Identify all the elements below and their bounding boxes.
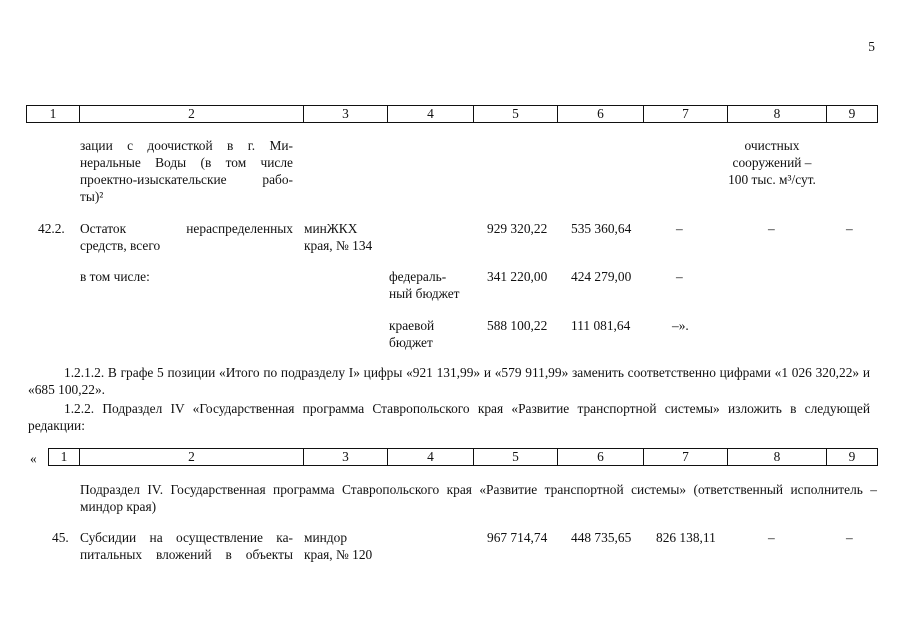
cont-col8-line: очистных [744,138,800,153]
cont-name-line: ты)² [80,189,104,204]
row-executor-line: миндор [304,530,348,545]
subrow-source-line: ный бюджет [389,286,460,301]
paragraph-1-2-1-2: 1.2.1.2. В графе 5 позиции «Итого по подразделу I» цифры «921 131,99» и «579 911,99» заменить соответственно цифрами «1 026 320,22» и «685 100,22». [28,365,870,397]
table1-col-2-header: 2 [80,106,304,123]
row-executor-line: края, № 120 [304,547,373,562]
row-value-col9: – [846,221,853,236]
table1-header [26,105,878,123]
row-value-col6: 448 735,65 [571,530,632,545]
subrow-value-col7: –». [672,318,689,333]
row-number: 45. [52,530,69,545]
table2-col-4-header: 4 [388,449,474,466]
row-value-col6: 535 360,64 [571,221,632,236]
subrow-source-line: бюджет [389,335,433,350]
row-value-col5: 929 320,22 [487,221,548,236]
subrow-value-col5: 588 100,22 [487,318,548,333]
cont-name-line: зации с доочисткой в г. Ми- [80,138,293,153]
table1-col-7-header: 7 [644,106,728,123]
table2-col-2-header: 2 [80,449,304,466]
table2-section-title: Подраздел IV. Государственная программа Ставропольского края «Развитие транспортной системы» (ответственный исполнитель – миндор края) [80,482,877,514]
page-number: 5 [868,39,875,54]
table1-col-8-header: 8 [728,106,827,123]
table2-col-5-header: 5 [474,449,558,466]
cont-col8-line: сооружений – [732,155,812,170]
subrow-value-col5: 341 220,00 [487,269,548,284]
subrow-label: в том числе: [80,269,150,284]
row-value-col7: – [676,221,683,236]
row-value-col9: – [846,530,853,545]
table1-col-3-header: 3 [304,106,388,123]
row-name-line: средств, всего [80,238,161,253]
row-number: 42.2. [38,221,65,236]
table1-col-6-header: 6 [558,106,644,123]
table1-col-4-header: 4 [388,106,474,123]
row-value-col7: 826 138,11 [656,530,716,545]
table2-col-6-header: 6 [558,449,644,466]
table2-col-7-header: 7 [644,449,728,466]
opening-quote: « [30,451,37,466]
subrow-source-line: федераль- [389,269,447,284]
table1-col-5-header: 5 [474,106,558,123]
subrow-value-col6: 424 279,00 [571,269,632,284]
subrow-value-col6: 111 081,64 [571,318,631,333]
row-name-line: Остаток нераспределенных [80,221,293,236]
table1-col-9-header: 9 [827,106,878,123]
row-name-line: Субсидии на осуществление ка- [80,530,293,545]
cont-name-line: проектно-изыскательские рабо- [80,172,293,187]
subrow-value-col7: – [676,269,683,284]
row-value-col8: – [768,530,775,545]
table2-col-3-header: 3 [304,449,388,466]
row-value-col8: – [768,221,775,236]
table2-col-1-header: 1 [49,449,80,466]
row-value-col5: 967 714,74 [487,530,548,545]
paragraph-1-2-2: 1.2.2. Подраздел IV «Государственная программа Ставропольского края «Развитие транспортной системы» изложить в следующей редакции: [28,401,870,433]
row-executor-line: минЖКХ [304,221,358,236]
table2-header [48,448,878,466]
table2-col-9-header: 9 [827,449,878,466]
table2-col-8-header: 8 [728,449,827,466]
row-executor-line: края, № 134 [304,238,373,253]
row-name-line: питальных вложений в объекты [80,547,293,562]
subrow-source-line: краевой [389,318,435,333]
table1-col-1-header: 1 [27,106,80,123]
cont-name-line: неральные Воды (в том числе [80,155,293,170]
cont-col8-line: 100 тыс. м³/сут. [728,172,816,187]
